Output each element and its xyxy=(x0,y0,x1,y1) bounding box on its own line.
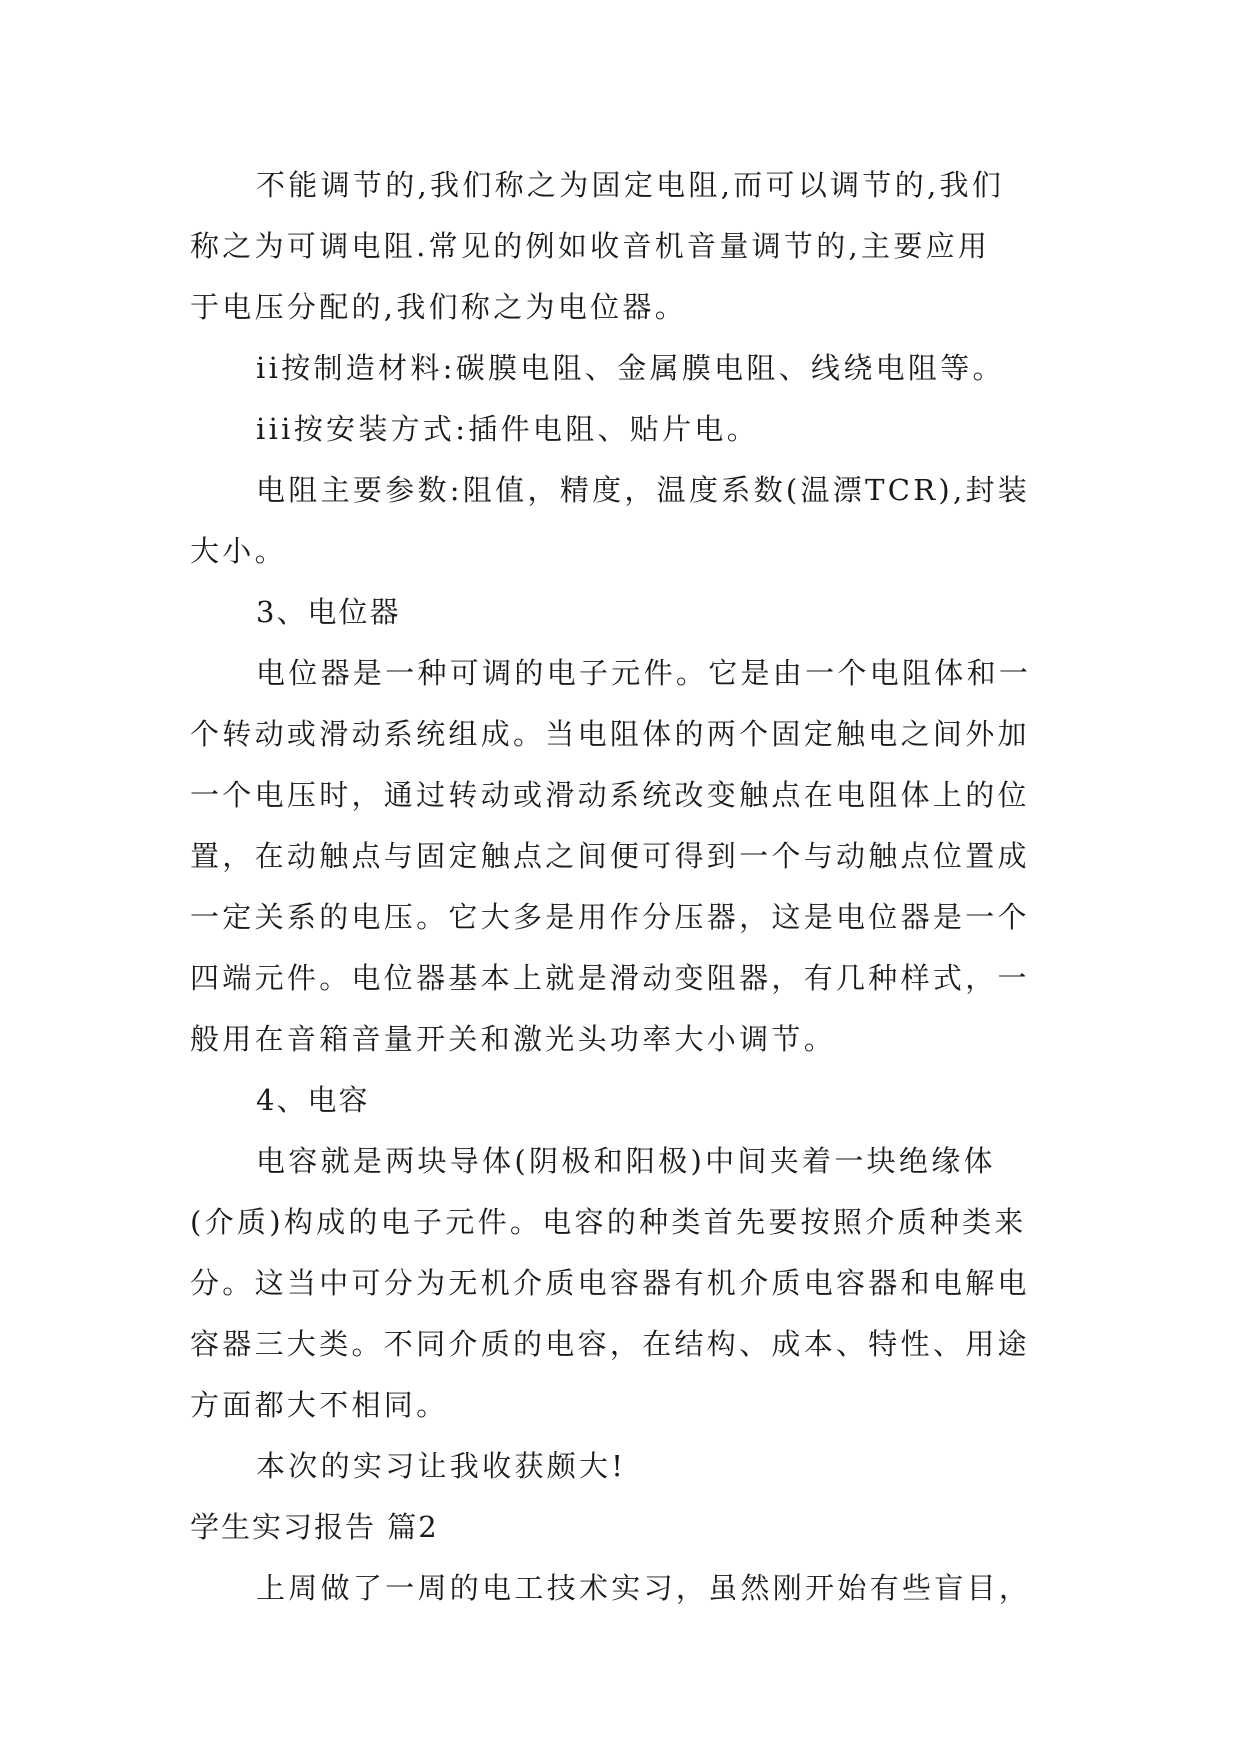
paragraph-line: 分。这当中可分为无机介质电容器有机介质电容器和电解电 xyxy=(190,1266,1030,1300)
list-item-line: iii按安装方式:插件电阻、贴片电。 xyxy=(256,412,759,446)
paragraph-line: 置，在动触点与固定触点之间便可得到一个与动触点位置成 xyxy=(190,839,1030,873)
paragraph-line: 般用在音箱音量开关和激光头功率大小调节。 xyxy=(190,1022,837,1056)
paragraph-line: 于电压分配的,我们称之为电位器。 xyxy=(190,290,688,324)
paragraph-line: (介质)构成的电子元件。电容的种类首先要按照介质种类来 xyxy=(190,1205,1027,1239)
paragraph-line: 容器三大类。不同介质的电容，在结构、成本、特性、用途 xyxy=(190,1327,1030,1361)
paragraph-line: 电阻主要参数:阻值，精度，温度系数(温漂TCR),封装 xyxy=(256,473,1031,507)
list-item-line: ii按制造材料:碳膜电阻、金属膜电阻、线绕电阻等。 xyxy=(256,351,1005,385)
paragraph-line: 电位器是一种可调的电子元件。它是由一个电阻体和一 xyxy=(256,656,1032,690)
paragraph-line: 一个电压时，通过转动或滑动系统改变触点在电阻体上的位 xyxy=(190,778,1030,812)
section-heading: 4、电容 xyxy=(256,1083,370,1117)
paragraph-line: 上周做了一周的电工技术实习，虽然刚开始有些盲目， xyxy=(256,1571,1032,1605)
paragraph-line: 方面都大不相同。 xyxy=(190,1388,449,1422)
paragraph-line: 四端元件。电位器基本上就是滑动变阻器，有几种样式，一 xyxy=(190,961,1030,995)
paragraph-line: 大小。 xyxy=(190,534,287,568)
paragraph-line: 称之为可调电阻.常见的例如收音机音量调节的,主要应用 xyxy=(190,229,991,263)
paragraph-line: 本次的实习让我收获颇大! xyxy=(256,1449,627,1483)
paragraph-line: 个转动或滑动系统组成。当电阻体的两个固定触电之间外加 xyxy=(190,717,1030,751)
paragraph-line: 电容就是两块导体(阴极和阳极)中间夹着一块绝缘体 xyxy=(256,1144,996,1178)
section-heading: 3、电位器 xyxy=(256,595,401,629)
report-title: 学生实习报告 篇2 xyxy=(190,1510,439,1544)
paragraph-line: 一定关系的电压。它大多是用作分压器，这是电位器是一个 xyxy=(190,900,1030,934)
paragraph-line: 不能调节的,我们称之为固定电阻,而可以调节的,我们 xyxy=(256,168,1005,202)
document-body xyxy=(190,155,1055,1619)
